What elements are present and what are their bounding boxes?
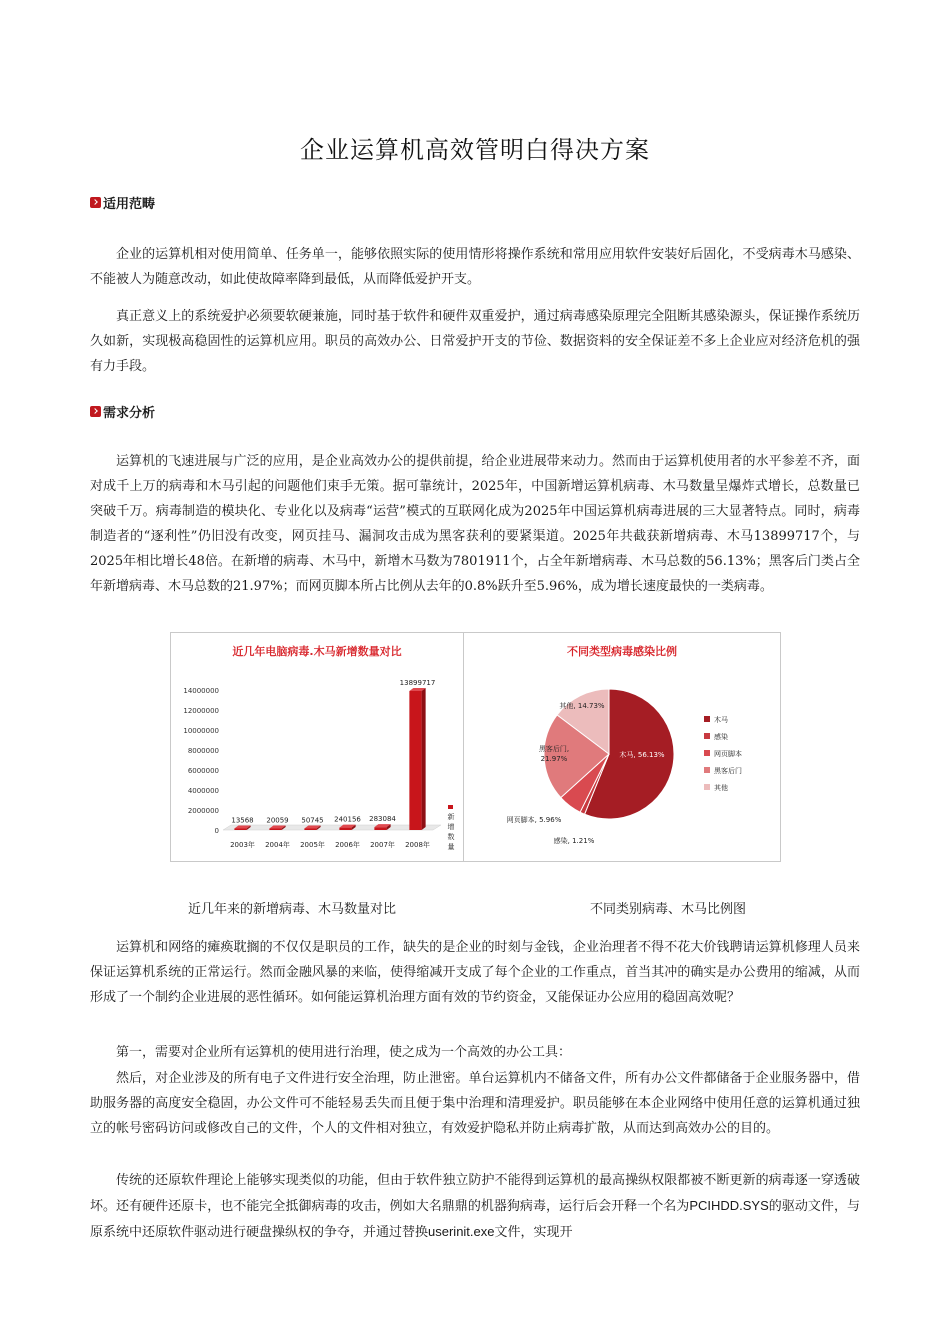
legend-label: 新 bbox=[447, 813, 455, 821]
bar-data-label: 20059 bbox=[266, 816, 289, 825]
x-tick-label: 2004年 bbox=[265, 841, 290, 849]
y-tick-label: 8000000 bbox=[187, 747, 219, 755]
x-tick-label: 2005年 bbox=[300, 841, 325, 849]
paragraph-7-text-e: 文件，实现开 bbox=[494, 1225, 573, 1240]
pie-data-label: 感染, 1.21% bbox=[553, 837, 595, 845]
bar-chart-panel bbox=[170, 632, 465, 862]
pie-chart-title: 不同类型病毒感染比例 bbox=[567, 645, 677, 658]
y-tick-label: 12000000 bbox=[183, 707, 219, 715]
pie-data-label: 21.97% bbox=[540, 755, 568, 763]
paragraph-1: 企业的运算机相对使用简单、任务单一，能够依照实际的使用情形将操作系统和常用应用软件安装好后固化，不受病毒木马感染、不能被人为随意改动，如此使故障率降到最低，从而降低爱护开支。 bbox=[90, 247, 860, 287]
pie-data-label: 黑客后门, bbox=[538, 745, 570, 753]
legend-swatch bbox=[704, 716, 710, 722]
bar bbox=[234, 829, 246, 831]
pie-data-label: 木马, 56.13% bbox=[619, 751, 665, 759]
paragraph-5: 第一，需要对企业所有运算机的使用进行治理，使之成为一个高效的办公工具： bbox=[116, 1045, 572, 1060]
x-tick-label: 2006年 bbox=[335, 841, 360, 849]
legend-label: 网页脚本 bbox=[714, 750, 742, 758]
pie-chart bbox=[464, 633, 780, 861]
section-marker-icon bbox=[90, 197, 101, 208]
bar-data-label: 240156 bbox=[334, 815, 361, 824]
legend-swatch bbox=[704, 750, 710, 756]
caption-pie-chart: 不同类别病毒、木马比例图 bbox=[590, 902, 747, 917]
bar-data-label: 283084 bbox=[369, 815, 396, 824]
x-tick-label: 2003年 bbox=[230, 841, 255, 849]
paragraph-3: 运算机的飞速进展与广泛的应用，是企业高效办公的提供前提，给企业进展带来动力。然而由于运算机使用者的水平参差不齐，面对成千上万的病毒和木马引起的问题他们束手无策。据可靠统计，2025年，中国新增运算机病毒、木马数量呈爆炸式增长，总数量已突破千万。病毒制造的模块化、专业化以及病毒“运营”模式的互联网化成为2025年中国运算机病毒进展的三大显著特点。同时，病毒制造者的“逐利性”仍旧没有改变，网页挂马、漏洞攻击成为黑客获利的要紧渠道。2025年共截获新增病毒、木马13899717个，与2025年相比增长48倍。在新增的病毒、木马中，新增木马数为7801911个，占全年新增病毒、木马总数的56.13%；黑客后门类占全年新增病毒、木马总数的21.97%；而网页脚本所占比例从去年的0.8%跃升至5.96%，成为增长速度最快的一类病毒。 bbox=[90, 454, 860, 594]
bar-side bbox=[422, 688, 426, 830]
y-tick-label: 14000000 bbox=[183, 687, 219, 695]
legend-swatch bbox=[704, 767, 710, 773]
section-heading-analysis bbox=[90, 402, 155, 421]
y-tick-label: 4000000 bbox=[187, 787, 219, 795]
pie-chart-panel bbox=[463, 632, 781, 862]
bar-chart bbox=[171, 633, 464, 861]
bar bbox=[269, 829, 281, 831]
y-tick-label: 0 bbox=[214, 827, 219, 835]
chart-floor bbox=[223, 825, 441, 830]
bar-chart-title: 近几年电脑病毒.木马新增数量对比 bbox=[232, 645, 402, 658]
paragraph-7-text-a: 传统的还原软件理论上能够实现类似的功能，但由于软件独立防护不能得到运算机的最高操纵权限都被不断更新的病毒逐一穿透破坏。还有硬件还原卡，也不能完全抵御病毒的攻击，例如大名鼎鼎的机器狗病毒，运行后会开释一个名为 bbox=[90, 1173, 860, 1214]
section-heading-scope bbox=[90, 193, 155, 212]
legend-label: 量 bbox=[447, 843, 455, 851]
paragraph-7-exe-name: userinit.exe bbox=[428, 1224, 495, 1239]
section-heading-label: 适用范畴 bbox=[103, 197, 156, 212]
paragraph-7-driver-name: PCIHDD.SYS bbox=[689, 1198, 769, 1213]
y-tick-label: 2000000 bbox=[187, 807, 219, 815]
paragraph-4: 运算机和网络的瘫痪耽搁的不仅仅是职员的工作，缺失的是企业的时刻与金钱，企业治理者不得不花大价钱聘请运算机修理人员来保证运算机系统的正常运行。然而金融风暴的来临，使得缩减开支成了每个企业的工作重点，首当其冲的确实是办公费用的缩减，从而形成了一个制约企业进展的恶性循环。如何能运算机治理方面有效的节约资金，又能保证办公应用的稳固高效呢？ bbox=[90, 940, 860, 1005]
document-title: 企业运算机高效管明白得决方案 bbox=[300, 136, 650, 164]
legend-label: 其他 bbox=[714, 784, 728, 792]
bar bbox=[409, 691, 421, 830]
bar bbox=[304, 829, 316, 831]
section-heading-label: 需求分析 bbox=[103, 406, 156, 421]
x-tick-label: 2007年 bbox=[370, 841, 395, 849]
bar-data-label: 50745 bbox=[301, 816, 324, 825]
paragraph-2: 真正意义上的系统爱护必须要软硬兼施，同时基于软件和硬件双重爱护，通过病毒感染原理完全阻断其感染源头，保证操作系统历久如新，实现极高稳固性的运算机应用。职员的高效办公、日常爱护开支的节俭、数据资料的安全保证差不多上企业应对经济危机的强有力手段。 bbox=[90, 309, 860, 374]
legend-swatch bbox=[704, 784, 710, 790]
x-tick-label: 2008年 bbox=[405, 841, 430, 849]
paragraph-7 bbox=[90, 1168, 860, 1245]
legend-swatch bbox=[448, 805, 453, 809]
legend-label: 木马 bbox=[714, 716, 728, 724]
section-marker-icon bbox=[90, 406, 101, 417]
paragraph-7-text-c: 的驱动文件，与原系统中还原软件驱动进行硬盘操纵权的争夺，并通过替换 bbox=[90, 1199, 860, 1240]
legend-label: 增 bbox=[447, 823, 455, 831]
caption-bar-chart: 近几年来的新增病毒、木马数量对比 bbox=[188, 902, 397, 917]
legend-swatch bbox=[704, 733, 710, 739]
bar bbox=[339, 828, 351, 830]
bar-data-label: 13568 bbox=[231, 816, 254, 825]
bar-data-label: 13899717 bbox=[399, 679, 436, 688]
pie-data-label: 其他, 14.73% bbox=[559, 702, 605, 710]
bar bbox=[374, 827, 386, 830]
y-tick-label: 10000000 bbox=[183, 727, 219, 735]
legend-label: 感染 bbox=[714, 733, 728, 741]
legend-label: 黑客后门 bbox=[714, 767, 742, 775]
pie-data-label: 网页脚本, 5.96% bbox=[506, 816, 562, 824]
legend-label: 数 bbox=[447, 833, 455, 841]
paragraph-6: 然后，对企业涉及的所有电子文件进行安全治理，防止泄密。单台运算机内不储备文件，所有办公文件都储备于企业服务器中，借助服务器的高度安全稳固，办公文件可不能轻易丢失而且便于集中治理和清理爱护。职员能够在本企业网络中使用任意的运算机通过独立的帐号密码访问或修改自己的文件，个人的文件相对独立，有效爱护隐私并防止病毒扩散，从而达到高效办公的目的。 bbox=[90, 1071, 860, 1136]
y-tick-label: 6000000 bbox=[187, 767, 219, 775]
